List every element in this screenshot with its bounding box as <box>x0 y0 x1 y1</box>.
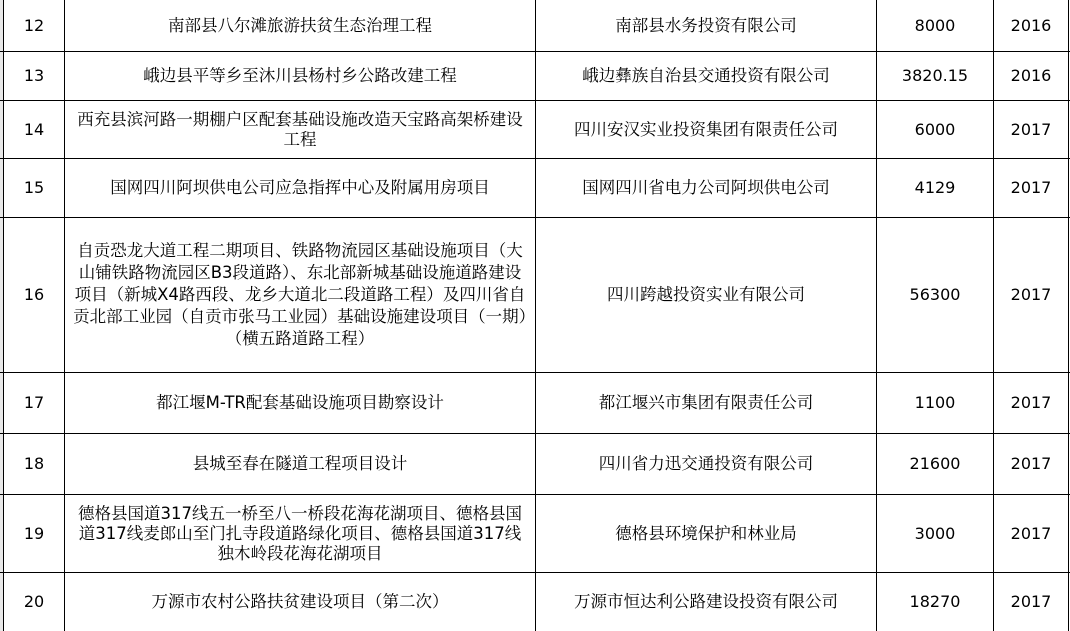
year-cell[interactable] <box>994 218 1068 372</box>
year-cell[interactable] <box>994 373 1068 433</box>
project-name-cell[interactable] <box>65 159 535 217</box>
row-number-cell[interactable] <box>4 101 64 158</box>
cell-text: 四川省力迅交通投资有限公司 <box>598 454 814 473</box>
cell-text: 2017 <box>1010 592 1052 611</box>
cell-text: 德格县环境保护和林业局 <box>615 523 797 543</box>
year-cell[interactable] <box>994 495 1068 572</box>
project-name-cell[interactable] <box>65 1 535 51</box>
cell-text: 3000 <box>914 523 956 543</box>
cell-text: 2016 <box>1010 16 1052 35</box>
cell-text: 2017 <box>1010 285 1052 304</box>
cell-text: 19 <box>23 523 45 543</box>
row-number-cell[interactable] <box>4 218 64 372</box>
row-number-cell[interactable] <box>4 495 64 572</box>
cell-text: 18 <box>23 454 45 473</box>
cell-text: 2017 <box>1010 523 1052 543</box>
cell-text: 四川跨越投资实业有限公司 <box>607 285 805 304</box>
row-number-cell[interactable] <box>4 373 64 433</box>
cell-text: 2017 <box>1010 393 1052 412</box>
cell-text: 都江堰兴市集团有限责任公司 <box>598 393 814 412</box>
cell-text: 自贡恐龙大道工程二期项目、铁路物流园区基础设施项目（大山铺铁路物流园区B3段道路）、东北部新城基础设施道路建设项目（新城X4路西段、龙乡大道北二段道路工程）及四川省自贡北部工业园（自贡市张马工业园）基础设施建设项目（一期）（横五路道路工程） <box>73 241 527 348</box>
cell-text: 南部县水务投资有限公司 <box>615 16 797 35</box>
cell-text: 18270 <box>909 592 961 611</box>
project-name-cell[interactable] <box>65 218 535 372</box>
amount-cell[interactable] <box>877 159 993 217</box>
row-number-cell[interactable] <box>4 573 64 631</box>
cell-text: 都江堰M-TR配套基础设施项目勘察设计 <box>156 393 444 412</box>
cell-text: 2017 <box>1010 178 1052 197</box>
cell-text: 万源市恒达利公路建设投资有限公司 <box>574 592 838 611</box>
year-cell[interactable] <box>994 101 1068 158</box>
cell-text: 20 <box>23 592 45 611</box>
year-cell[interactable] <box>994 1 1068 51</box>
cell-text: 1100 <box>914 393 956 412</box>
company-name-cell[interactable] <box>536 159 876 217</box>
project-name-cell[interactable] <box>65 495 535 572</box>
year-cell[interactable] <box>994 434 1068 494</box>
cell-text: 四川安汉实业投资集团有限责任公司 <box>574 119 838 139</box>
company-name-cell[interactable] <box>536 573 876 631</box>
amount-cell[interactable] <box>877 434 993 494</box>
cell-text: 2016 <box>1010 66 1052 85</box>
cell-text: 6000 <box>914 119 956 139</box>
cell-text: 4129 <box>914 178 956 197</box>
cell-text: 峨边彝族自治县交通投资有限公司 <box>582 66 830 85</box>
year-cell[interactable] <box>994 159 1068 217</box>
cell-text: 县城至春在隧道工程项目设计 <box>192 454 408 473</box>
cell-text: 56300 <box>909 285 961 304</box>
cell-text: 15 <box>23 178 45 197</box>
amount-cell[interactable] <box>877 101 993 158</box>
row-number-cell[interactable] <box>4 52 64 100</box>
company-name-cell[interactable] <box>536 218 876 372</box>
cell-text: 14 <box>23 119 45 139</box>
cell-text: 国网四川阿坝供电公司应急指挥中心及附属用房项目 <box>110 178 490 197</box>
cell-text: 3820.15 <box>901 66 969 85</box>
row-number-cell[interactable] <box>4 434 64 494</box>
cell-text: 南部县八尔滩旅游扶贫生态治理工程 <box>168 16 432 35</box>
cell-text: 17 <box>23 393 45 412</box>
company-name-cell[interactable] <box>536 52 876 100</box>
row-number-cell[interactable] <box>4 159 64 217</box>
amount-cell[interactable] <box>877 1 993 51</box>
project-name-cell[interactable] <box>65 573 535 631</box>
project-name-cell[interactable] <box>65 373 535 433</box>
cell-text: 国网四川省电力公司阿坝供电公司 <box>582 178 830 197</box>
cell-text: 2017 <box>1010 119 1052 139</box>
cell-text: 8000 <box>914 16 956 35</box>
year-cell[interactable] <box>994 52 1068 100</box>
project-name-cell[interactable] <box>65 434 535 494</box>
cell-text: 16 <box>23 285 45 304</box>
amount-cell[interactable] <box>877 495 993 572</box>
company-name-cell[interactable] <box>536 373 876 433</box>
project-name-cell[interactable] <box>65 101 535 158</box>
company-name-cell[interactable] <box>536 1 876 51</box>
cell-text: 12 <box>23 16 45 35</box>
amount-cell[interactable] <box>877 573 993 631</box>
cell-text: 西充县滨河路一期棚户区配套基础设施改造天宝路高架桥建设工程 <box>77 109 523 149</box>
cell-text: 德格县国道317线五一桥至八一桥段花海花湖项目、德格县国道317线麦郎山至门扎寺段道路绿化项目、德格县国道317线独木岭段花海花湖项目 <box>78 503 522 563</box>
cell-text: 21600 <box>909 454 961 473</box>
company-name-cell[interactable] <box>536 101 876 158</box>
amount-cell[interactable] <box>877 218 993 372</box>
year-cell[interactable] <box>994 573 1068 631</box>
company-name-cell[interactable] <box>536 495 876 572</box>
cell-text: 万源市农村公路扶贫建设项目（第二次） <box>151 592 449 611</box>
cell-text: 峨边县平等乡至沐川县杨村乡公路改建工程 <box>143 66 457 85</box>
amount-cell[interactable] <box>877 373 993 433</box>
cell-text: 13 <box>23 66 45 85</box>
amount-cell[interactable] <box>877 52 993 100</box>
cell-text: 2017 <box>1010 454 1052 473</box>
row-number-cell[interactable] <box>4 1 64 51</box>
company-name-cell[interactable] <box>536 434 876 494</box>
project-name-cell[interactable] <box>65 52 535 100</box>
